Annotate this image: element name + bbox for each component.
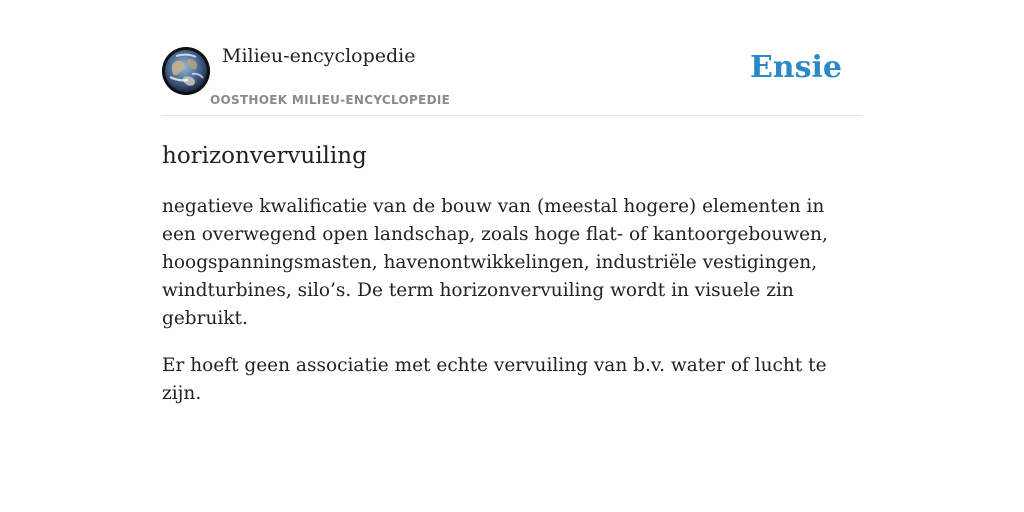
entry-paragraph: negatieve kwalificatie van de bouw van (meestal hogere) elementen in een overwegend open landschap, zoals hoge flat- of kantoorgebouwen, hoogspanningsmasten, havenontwikkelingen, industriële vestigingen, windturbines, silo’s. De term horizonvervuiling wordt in visuele zin gebruikt. <box>162 196 828 329</box>
entry-title: horizonvervuiling <box>162 143 367 169</box>
site-header <box>162 0 862 116</box>
site-title[interactable]: Milieu-encyclopedie <box>222 45 416 67</box>
brand-logo[interactable]: Ensie <box>749 50 842 85</box>
entry-body <box>162 193 862 408</box>
earth-globe-icon[interactable] <box>162 47 210 95</box>
entry-paragraph: Er hoeft geen associatie met echte vervuiling van b.v. water of lucht te zijn. <box>162 355 827 404</box>
site-subtitle[interactable]: OOSTHOEK MILIEU-ENCYCLOPEDIE <box>210 93 451 107</box>
content-container <box>162 0 862 408</box>
